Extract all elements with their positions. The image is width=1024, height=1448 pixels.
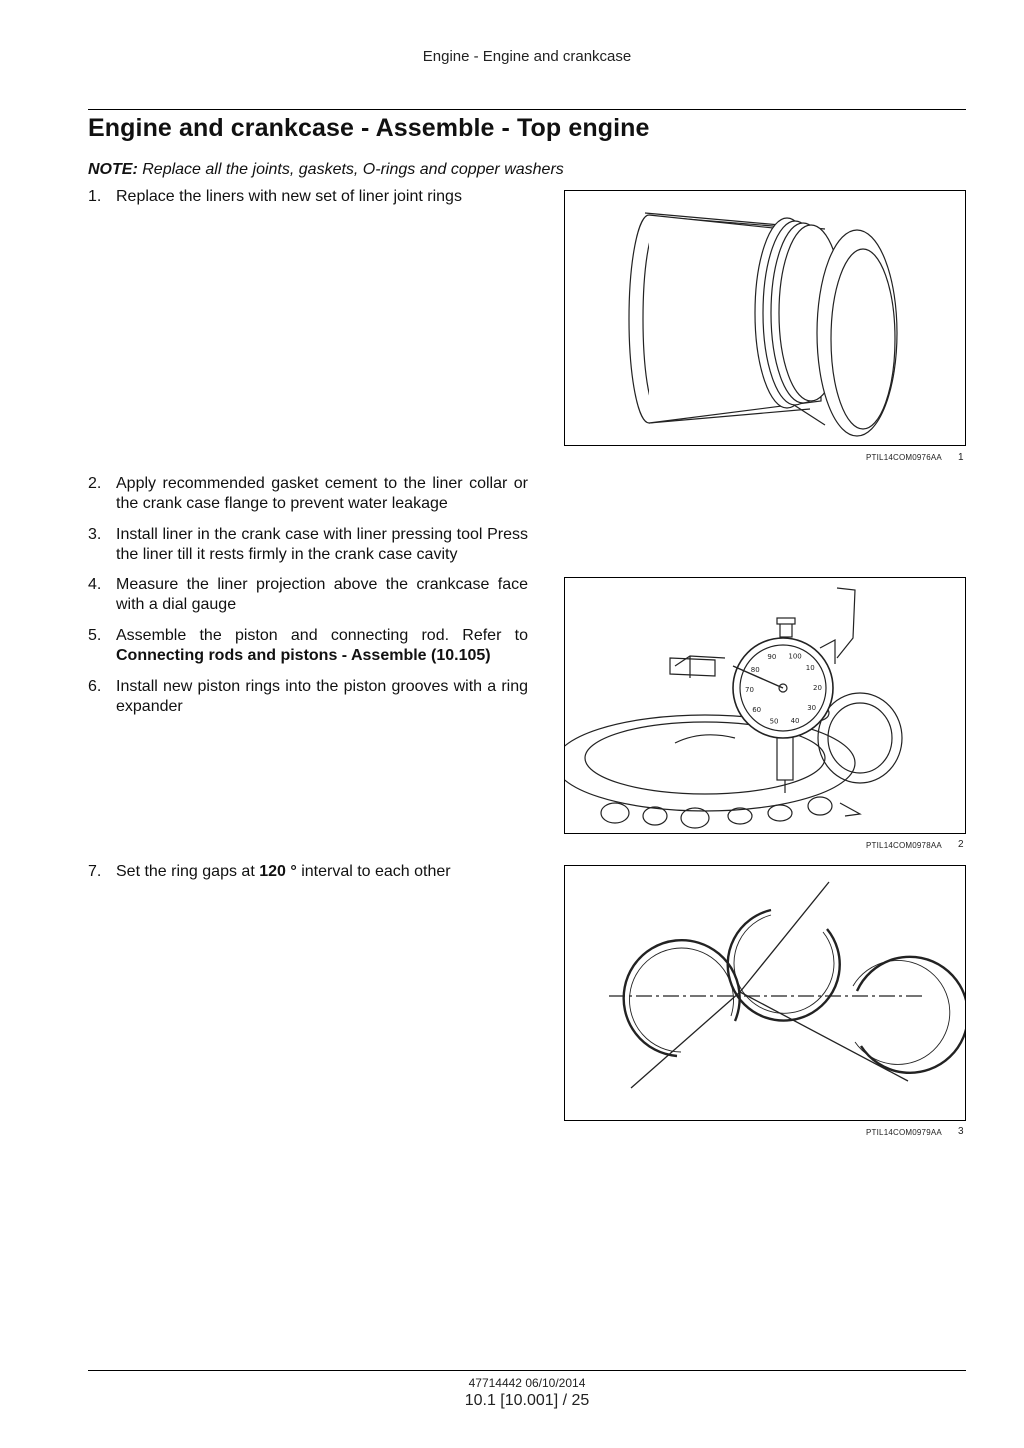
dial-label: 80 (750, 666, 760, 674)
step-text-before: Set the ring gaps at (116, 863, 260, 880)
step-number: 7. (88, 863, 102, 880)
dial-label: 100 (788, 652, 802, 661)
footer-document-id: 47714442 06/10/2014 (468, 1376, 586, 1390)
step-5 (88, 626, 528, 666)
figure-number: 3 (958, 1126, 964, 1137)
figure-code: PTIL14COM0979AA (866, 1128, 942, 1137)
step-text: Install liner in the crank case with liner pressing tool Press the liner till it rests firmly in the crank case cavity (116, 526, 528, 563)
footer-page-number: 10.1 [10.001] / 25 (464, 1392, 590, 1409)
dial-label: 70 (745, 686, 754, 695)
note-text: Replace all the joints, gaskets, O-rings and copper washers (142, 161, 564, 178)
step-text: Apply recommended gasket cement to the liner collar or the crank case flange to prevent water leakage (116, 475, 528, 512)
step-number: 5. (88, 627, 102, 644)
step-2 (88, 474, 528, 514)
step-6 (88, 677, 528, 717)
dial-label: 60 (752, 705, 762, 714)
figure-2 (564, 577, 966, 834)
dial-label: 50 (769, 717, 779, 726)
step-1 (88, 187, 528, 207)
page-title: Engine and crankcase - Assemble - Top engine (88, 114, 650, 142)
dial-label: 40 (790, 716, 800, 725)
step-number: 1. (88, 188, 102, 205)
figure-code: PTIL14COM0978AA (866, 841, 942, 850)
step-text (116, 862, 528, 882)
step-text: Replace the liners with new set of liner joint rings (116, 188, 462, 205)
dial-gauge-illustration-icon (565, 578, 965, 833)
step-text: Install new piston rings into the piston grooves with a ring expander (116, 678, 528, 715)
running-header: Engine - Engine and crankcase (422, 48, 632, 65)
step-text (116, 626, 528, 666)
dial-label: 90 (767, 653, 777, 662)
step-4 (88, 575, 528, 615)
note-label: NOTE: (88, 161, 138, 178)
step-7 (88, 862, 528, 882)
figure-3 (564, 865, 966, 1121)
step-text-after: interval to each other (296, 863, 451, 880)
header-divider (88, 109, 966, 110)
step-number: 2. (88, 475, 102, 492)
step-number: 6. (88, 678, 102, 695)
step-number: 4. (88, 576, 102, 593)
dial-label: 20 (813, 683, 822, 692)
step-number: 3. (88, 526, 102, 543)
dial-label: 10 (805, 664, 815, 673)
ring-gap-angle-value: 120 ° (259, 863, 297, 880)
figure-number: 1 (958, 452, 964, 463)
figure-number: 2 (958, 839, 964, 850)
step-text-before: Assemble the piston and connecting rod. Refer to (116, 627, 528, 644)
figure-code: PTIL14COM0976AA (866, 453, 942, 462)
cylinder-liner-illustration-icon (565, 191, 965, 445)
piston-rings-illustration-icon (565, 866, 965, 1120)
cross-reference-link[interactable]: Connecting rods and pistons - Assemble (10.105) (116, 647, 491, 664)
figure-1 (564, 190, 966, 446)
step-3 (88, 525, 528, 565)
footer-divider (88, 1370, 966, 1371)
dial-label: 30 (807, 704, 817, 712)
note (88, 161, 564, 179)
step-text: Measure the liner projection above the crankcase face with a dial gauge (116, 576, 528, 613)
